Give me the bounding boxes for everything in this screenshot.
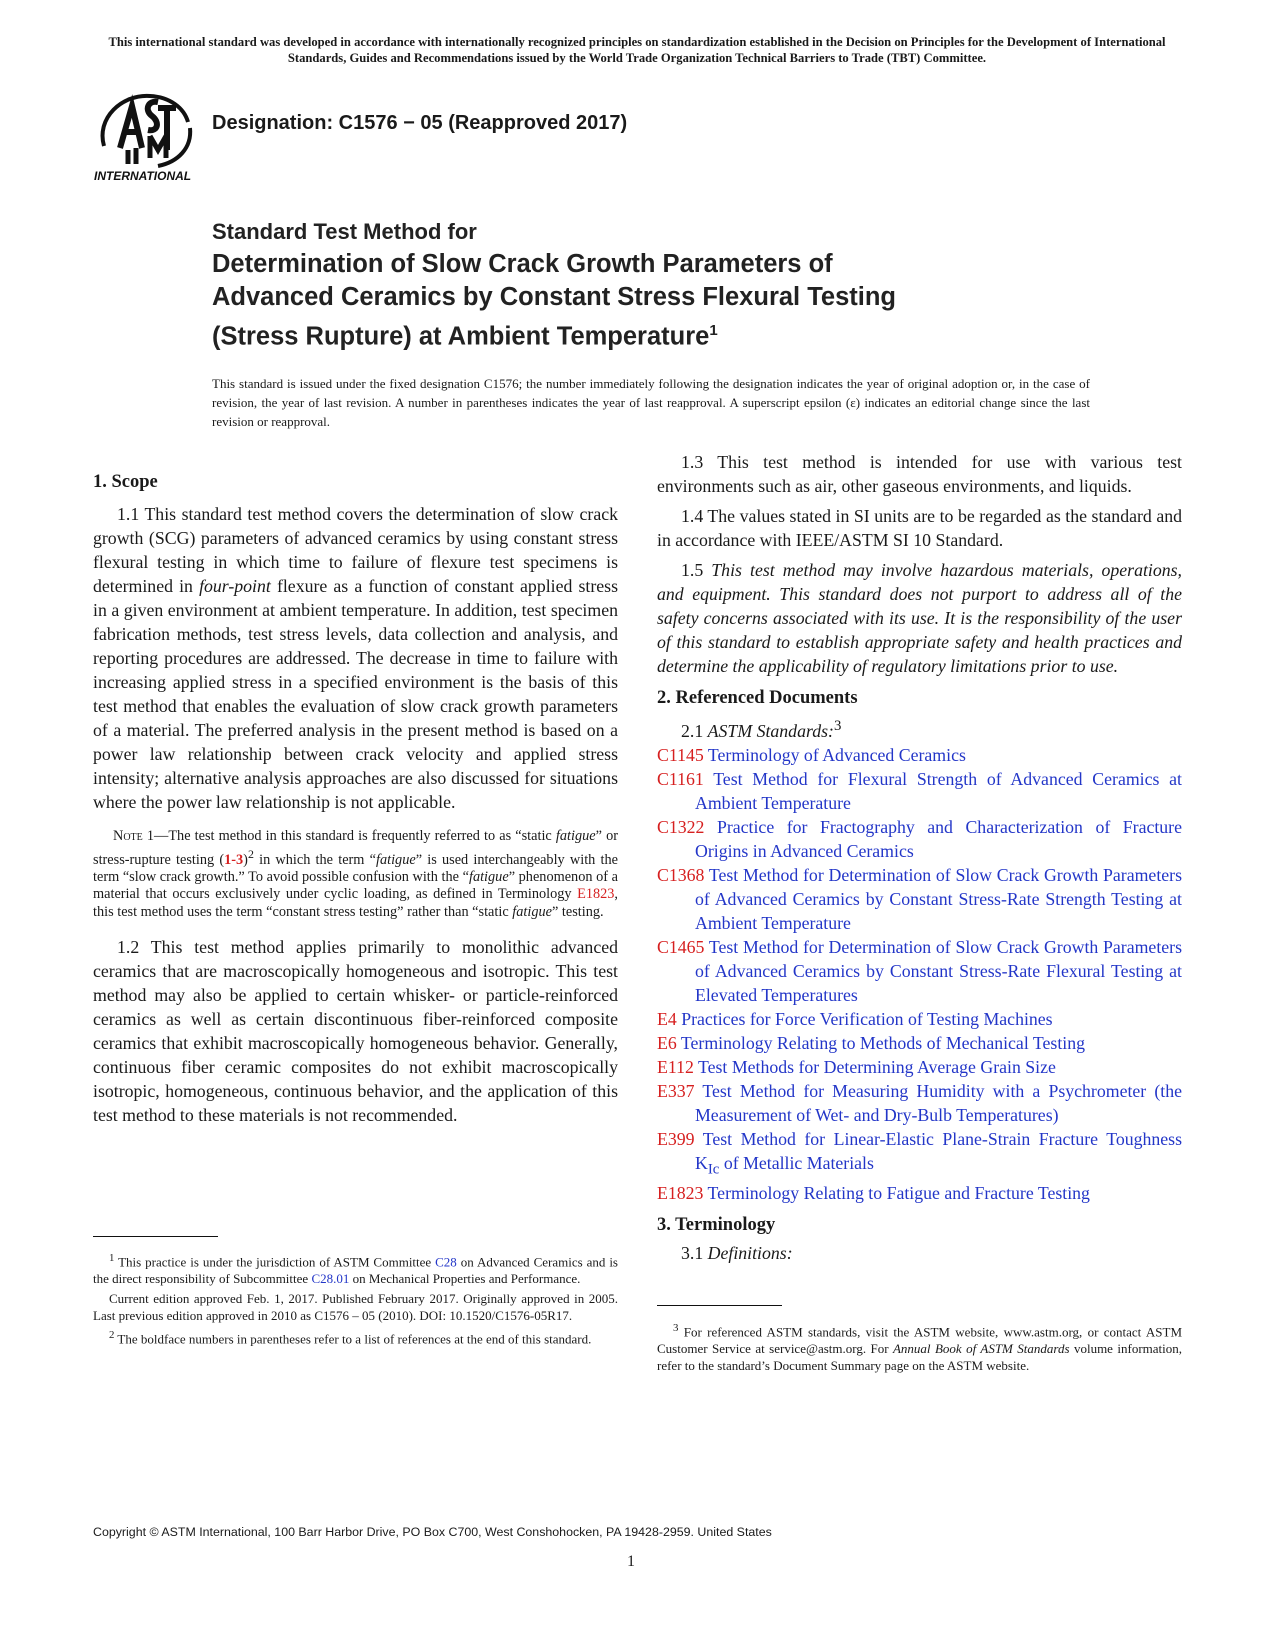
section-3-heading: 3. Terminology [657,1215,776,1236]
para-1-5-text: This test method may involve hazardous materials, operations, and equipment. This standard does not purport to address all of the safety concerns associated with its use. It is the responsibility of the user of this standard to establish appropriate safety and health practices and determine the applicability of regulatory limitations prior to use. [657,560,1182,676]
ref-title[interactable]: Test Method for Determination of Slow Crack Growth Parameters of Advanced Ceramics by Constant Stress-Rate Flexural Testing at Elevated Temperatures [695,936,1182,1005]
wto-notice: This international standard was developed in accordance with internationally recognized principles on standardization established in the Decision on Principles for the Development of International Standards, Guides and Recommendations issued by the World Trade Organization Technical Barriers to Trade (TBT) Committee. [108,35,1166,65]
ref-code[interactable]: C1368 [657,864,705,885]
footnote-3-b: volume information, refer to the standard’s Document Summary page on the ASTM website. [657,1341,1182,1374]
ref-code[interactable]: C1161 [657,768,704,789]
para-1-2: 1.2 This test method applies primarily to monolithic advanced ceramics that are macroscopically homogeneous and isotropic. This test method may also be applied to certain whisker- or particle-reinforced ceramics as well as certain discontinuous fiber-reinforced composite ceramics that exhibit macroscopically homogeneous behavior. Generally, continuous fiber ceramic composites do not exhibit macroscopically isotropic, homogeneous, continuous behavior, and the application of this test method to these materials is not recommended. [93,937,618,1126]
document-title [212,215,1112,354]
ref-code[interactable]: C1465 [657,936,705,957]
note-1-f: , this test method uses the term “constant stress testing” rather than “static [93,886,618,920]
ref-title[interactable]: Test Method for Determination of Slow Crack Growth Parameters of Advanced Ceramics by Constant Stress-Rate Strength Testing at Ambient Temperature [695,864,1182,933]
ref-title-b: of Metallic Materials [719,1152,874,1173]
footnote-1-b: on Advanced Ceramics and is the direct responsibility of Subcommittee [93,1254,618,1287]
ref-title-a: Test Method for Linear-Elastic Plane-Strain Fracture Toughness K [694,1128,1182,1173]
para-1-1-a: 1.1 This standard test method covers the determination of slow crack growth (SCG) parameters of advanced ceramics by using constant stress flexural testing in which time to failure of flexure test specimens is determined in [93,504,618,596]
note-1: Note 1—The test method in this standard is frequently referred to as “static fatigue” or stress-rupture testing $(1-3)^2$ in which the term “fatigue” is used interchangeably with the term “slow crack growth.” To avoid possible confusion with the “fatigue” phenomenon of a material that occurs exclusively under cyclic loading, as defined in Terminology E1823, this test method uses the term “constant stress testing” rather than “static fatigue” testing. [93,828,618,920]
ref-code[interactable]: E1823 [657,1183,704,1204]
para-1-1-b: flexure as a function of constant applied stress in a given environment at ambient temperature. In addition, test specimen fabrication methods, test stress levels, data collection and analysis, and reporting procedures are addressed. The decrease in time to failure with increasing applied stress in a specified environment is the basis of this test method that enables the evaluation of slow crack growth parameters of a material. The preferred analysis in the present method is based on a power law relationship between crack velocity and applied stress intensity; alternative analysis approaches are also discussed for situations where the power law relationship is not applicable. [93,576,619,812]
para-1-5-num: 1.5 [681,560,712,580]
footnote-rule-right [657,1305,782,1306]
issued-statement: This standard is issued under the fixed designation C1576; the number immediately following the designation indicates the year of original adoption or, in the case of revision, the year of last revision. A number in parentheses indicates the year of last reapproval. A superscript epsilon (ε) indicates an editorial change since the last revision or reapproval. [212,376,1090,429]
ref-item[interactable] [657,1127,1182,1182]
ref-item[interactable] [657,1079,1182,1127]
ref-title[interactable]: Terminology of Advanced Ceramics [703,744,966,765]
astm-logo [92,88,202,184]
para-1-3: 1.3 This test method is intended for use with various test environments such as air, other gaseous environments, and liquids. [657,452,1182,496]
section-2-1-num: 2.1 [681,720,708,741]
footnote-3 [657,1320,1182,1374]
title-line-2: Determination of Slow Crack Growth Parameters of [212,250,833,278]
ref-title-sub: Ic [707,1161,720,1178]
note-1-sup: 2 [247,846,254,861]
title-line-4: (Stress Rupture) at Ambient Temperature [212,322,710,351]
section-3-1 [657,1241,1182,1265]
ref-title[interactable]: Practice for Fractography and Characterization of Fracture Origins in Advanced Ceramics [695,816,1182,861]
ref-item[interactable] [657,863,1182,935]
footnote-1-a: This practice is under the jurisdiction of ASTM Committee [114,1254,436,1270]
note-1-fatigue-2: fatigue [375,851,416,868]
ref-code[interactable]: E112 [657,1056,694,1077]
ref-item[interactable] [657,935,1182,1007]
ref-title[interactable]: Practices for Force Verification of Testing Machines [676,1008,1053,1029]
note-1-label: Note 1 [113,828,155,844]
para-1-1 [93,502,618,814]
ref-title[interactable] [694,1128,1182,1178]
section-2-1-sup: 3 [833,718,842,734]
para-1-5 [657,558,1182,678]
note-1-fatigue-1: fatigue [555,828,596,844]
ref-code[interactable]: E4 [657,1008,677,1029]
note-1-e: ” phenomenon of a material that occurs exclusively under cyclic loading, as defined in Terminology [93,868,618,903]
reference-list [657,743,1182,1206]
copyright: Copyright © ASTM International, 100 Barr Harbor Drive, PO Box C700, West Conshohocken, PA 19428-2959. United States [93,1525,772,1539]
ref-item[interactable] [657,1055,1182,1079]
footnote-rule-left [93,1236,218,1237]
footnotes-right [657,1320,1182,1374]
para-1-1-em: four-point [199,576,271,596]
footnote-3-a: For referenced ASTM standards, visit the ASTM website, www.astm.org, or contact ASTM Customer Service at service@astm.org. For [657,1324,1182,1357]
ref-item[interactable] [657,767,1182,815]
ref-title[interactable]: Terminology Relating to Fatigue and Fracture Testing [703,1183,1090,1204]
para-1-4: 1.4 The values stated in SI units are to be regarded as the standard and in accordance with IEEE/ASTM SI 10 Standard. [657,506,1182,550]
footnote-3-mark: 3 [673,1322,679,1334]
page-number: 1 [627,1553,635,1570]
footnote-1-c2801-link[interactable]: C28.01 [311,1271,350,1287]
designation: Designation: C1576 − 05 (Reapproved 2017) [212,112,628,134]
logo-international: INTERNATIONAL [94,169,192,183]
ref-item[interactable] [657,815,1182,863]
footnote-1-c28-link[interactable]: C28 [435,1254,457,1270]
note-1-c: in which the term “ [253,851,376,868]
ref-code[interactable]: E399 [657,1128,695,1149]
footnote-1-edition: Current edition approved Feb. 1, 2017. Published February 2017. Originally approved in 2005. Last previous edition approved in 2010 as C1576 – 05 (2010). DOI: 10.1520/C1576-05R17. [93,1291,618,1324]
note-1-fatigue-3: fatigue [468,868,509,885]
footnotes-left [93,1250,618,1348]
footnote-1-c: on Mechanical Properties and Performance. [349,1271,581,1287]
section-2-1 [657,714,1182,743]
footnote-2-text: The boldface numbers in parentheses refer to a list of references at the end of this standard. [114,1331,592,1347]
footnote-2-mark: 2 [109,1329,115,1342]
title-line-1: Standard Test Method for [212,219,477,244]
ref-code[interactable]: E6 [657,1032,677,1053]
note-1-b: ” or stress-rupture testing ( [93,828,618,868]
note-1-g: ” testing. [552,903,604,920]
ref-item[interactable] [657,1181,1182,1205]
ref-title[interactable]: Terminology Relating to Methods of Mechanical Testing [676,1032,1085,1053]
note-1-ref-link[interactable]: 1-3 [224,851,244,868]
footnote-2 [93,1327,618,1347]
section-3-1-num: 3.1 [681,1243,708,1264]
ref-code[interactable]: C1322 [657,816,705,837]
section-1-heading: 1. Scope [93,472,158,492]
ref-item[interactable] [657,1007,1182,1031]
note-1-a: —The test method in this standard is frequently referred to as “static [154,828,556,844]
note-1-fatigue-4: fatigue [512,903,552,920]
footnote-3-em: Annual Book of ASTM Standards [892,1341,1070,1357]
ref-title[interactable]: Test Methods for Determining Average Grain Size [693,1056,1056,1077]
left-column [93,470,618,1127]
note-1-d: ” is used interchangeably with the term “slow crack growth.” To avoid possible confusion with the “ [93,851,618,885]
ref-title[interactable]: Test Method for Measuring Humidity with a Psychrometer (the Measurement of Wet- and Dry-Bulb Temperatures) [694,1080,1182,1125]
ref-code[interactable]: C1145 [657,744,704,765]
right-column [657,450,1182,1265]
ref-code[interactable]: E337 [657,1080,695,1101]
footnote-1 [93,1250,618,1287]
section-2-heading: 2. Referenced Documents [657,688,858,708]
ref-item[interactable] [657,1031,1182,1055]
section-2-1-title: ASTM Standards: [707,720,834,741]
title-footnote-mark: 1 [709,322,718,339]
astm-logo-mark [103,96,191,166]
section-3-1-title: Definitions: [707,1243,793,1264]
note-1-e1823-link[interactable]: E1823 [577,886,615,903]
title-line-3: Advanced Ceramics by Constant Stress Flexural Testing [212,283,896,311]
ref-item[interactable] [657,743,1182,767]
ref-title[interactable]: Test Method for Flexural Strength of Advanced Ceramics at Ambient Temperature [695,768,1182,813]
footnote-1-mark: 1 [109,1252,115,1264]
